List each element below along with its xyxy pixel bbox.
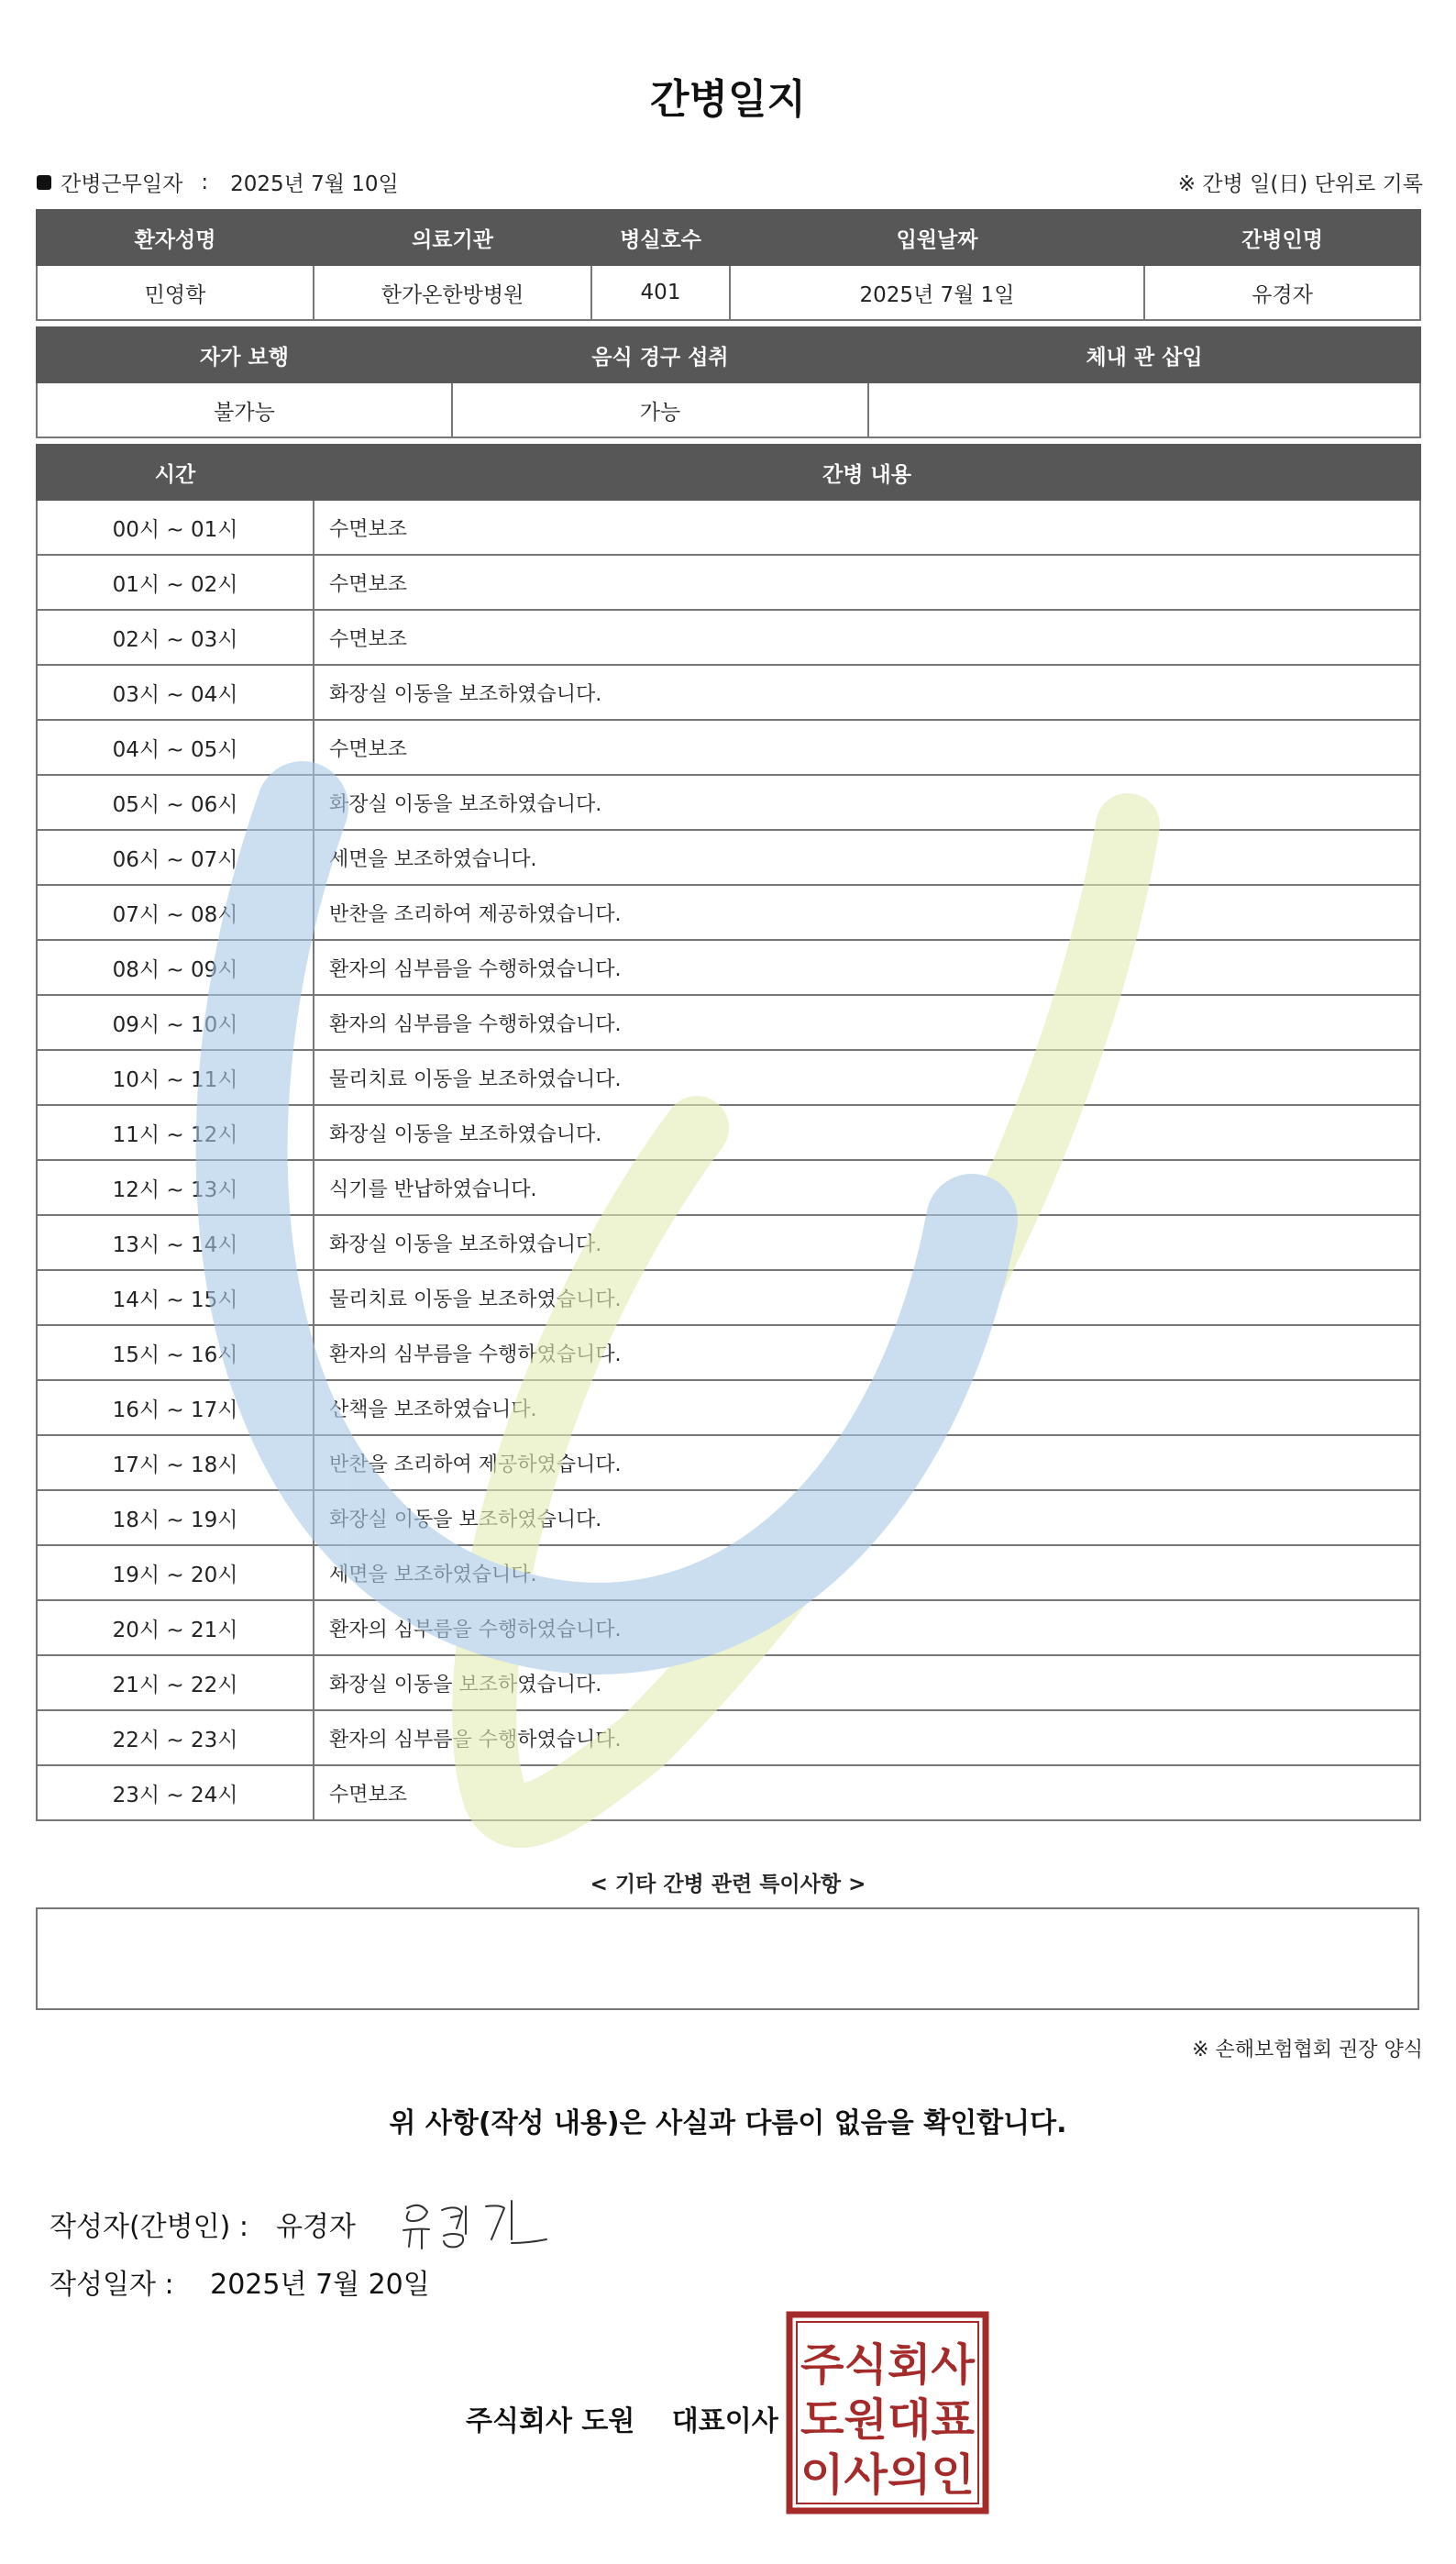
- written-date-line: [50, 2261, 430, 2302]
- care-log-time: 07시 ~ 08시: [37, 885, 314, 940]
- patient-status-table: [36, 326, 1421, 438]
- work-date-value: 2025년 7월 10일: [230, 172, 399, 196]
- care-log-row: [37, 940, 1420, 995]
- care-log-content: 산책을 보조하였습니다.: [314, 1380, 1420, 1435]
- care-log-content: 반찬을 조리하여 제공하였습니다.: [314, 885, 1420, 940]
- handwritten-signature: [398, 2192, 554, 2256]
- care-log-time: 23시 ~ 24시: [37, 1765, 314, 1820]
- care-log-time: 22시 ~ 23시: [37, 1710, 314, 1765]
- care-log-row: [37, 555, 1420, 610]
- care-log-content: 수면보조: [314, 555, 1420, 610]
- patient-info-header-row: [37, 210, 1420, 265]
- company-name: 주식회사 도원: [466, 2405, 635, 2437]
- caregiver-name-value: 유경자: [1144, 265, 1420, 320]
- care-log-time: 15시 ~ 16시: [37, 1325, 314, 1380]
- care-log-row: [37, 1380, 1420, 1435]
- self-walking-value: 불가능: [37, 382, 452, 437]
- care-log-row: [37, 720, 1420, 775]
- patient-info-value-row: [37, 265, 1420, 320]
- tube-insertion-value: [868, 382, 1420, 437]
- care-log-row: [37, 610, 1420, 665]
- status-value-row: [37, 382, 1420, 437]
- care-log-row: [37, 1655, 1420, 1710]
- care-log-row: [37, 1270, 1420, 1325]
- care-log-row: [37, 995, 1420, 1050]
- care-log-content: 화장실 이동을 보조하였습니다.: [314, 665, 1420, 720]
- confirmation-statement: 위 사항(작성 내용)은 사실과 다름이 없음을 확인합니다.: [389, 2107, 1067, 2139]
- form-source-note: ※ 손해보험협회 권장 양식: [1192, 2039, 1423, 2061]
- care-log-time: 06시 ~ 07시: [37, 830, 314, 885]
- patient-info-table: [36, 209, 1421, 321]
- care-log-content: 환자의 심부름을 수행하였습니다.: [314, 995, 1420, 1050]
- care-log-content: 물리치료 이동을 보조하였습니다.: [314, 1050, 1420, 1105]
- care-log-content: 식기를 반납하였습니다.: [314, 1160, 1420, 1215]
- header-self-walking: 자가 보행: [37, 327, 452, 382]
- header-tube-insertion: 체내 관 삽입: [868, 327, 1420, 382]
- header-hospital: 의료기관: [314, 210, 591, 265]
- care-log-time: 00시 ~ 01시: [37, 500, 314, 555]
- care-log-row: [37, 1215, 1420, 1270]
- header-time: 시간: [37, 445, 314, 500]
- care-log-content: 반찬을 조리하여 제공하였습니다.: [314, 1435, 1420, 1490]
- care-log-row: [37, 1490, 1420, 1545]
- company-title: 대표이사: [671, 2405, 778, 2437]
- care-log-row: [37, 1765, 1420, 1820]
- care-log-content: 화장실 이동을 보조하였습니다.: [314, 1490, 1420, 1545]
- care-log-row: [37, 1050, 1420, 1105]
- care-log-table: [36, 444, 1421, 1821]
- care-log-time: 11시 ~ 12시: [37, 1105, 314, 1160]
- care-log-row: [37, 1160, 1420, 1215]
- care-log-time: 21시 ~ 22시: [37, 1655, 314, 1710]
- care-log-content: 환자의 심부름을 수행하였습니다.: [314, 1325, 1420, 1380]
- written-date-value: 2025년 7월 20일: [210, 2269, 430, 2301]
- care-log-row: [37, 1435, 1420, 1490]
- written-date-label: 작성일자 :: [50, 2269, 174, 2301]
- work-date-row: [37, 167, 399, 197]
- care-log-content: 환자의 심부름을 수행하였습니다.: [314, 1710, 1420, 1765]
- care-log-row: [37, 775, 1420, 830]
- care-log-content: 수면보조: [314, 500, 1420, 555]
- header-room-number: 병실호수: [591, 210, 730, 265]
- care-log-row: [37, 1325, 1420, 1380]
- care-log-content: 수면보조: [314, 1765, 1420, 1820]
- author-label: 작성자(간병인) :: [50, 2211, 248, 2243]
- care-log-row: [37, 885, 1420, 940]
- seal-text-line: 도원대표: [800, 2394, 976, 2446]
- care-log-row: [37, 1710, 1420, 1765]
- care-log-time: 13시 ~ 14시: [37, 1215, 314, 1270]
- work-date-separator: :: [201, 170, 209, 194]
- seal-text-line: 주식회사: [800, 2339, 976, 2391]
- care-log-content: 화장실 이동을 보조하였습니다.: [314, 775, 1420, 830]
- care-log-time: 01시 ~ 02시: [37, 555, 314, 610]
- care-log-content: 수면보조: [314, 610, 1420, 665]
- header-oral-intake: 음식 경구 섭취: [452, 327, 868, 382]
- care-log-time: 16시 ~ 17시: [37, 1380, 314, 1435]
- care-log-time: 17시 ~ 18시: [37, 1435, 314, 1490]
- care-log-row: [37, 1105, 1420, 1160]
- author-line: [50, 2192, 554, 2256]
- company-signatory: [466, 2398, 778, 2438]
- care-log-content: 화장실 이동을 보조하였습니다.: [314, 1215, 1420, 1270]
- care-log-header-row: [37, 445, 1420, 500]
- care-log-time: 10시 ~ 11시: [37, 1050, 314, 1105]
- admission-date-value: 2025년 7월 1일: [730, 265, 1144, 320]
- care-log-row: [37, 665, 1420, 720]
- care-log-time: 04시 ~ 05시: [37, 720, 314, 775]
- care-log-time: 02시 ~ 03시: [37, 610, 314, 665]
- care-log-content: 수면보조: [314, 720, 1420, 775]
- document-title: 간병일지: [649, 76, 806, 123]
- status-header-row: [37, 327, 1420, 382]
- care-log-content: 환자의 심부름을 수행하였습니다.: [314, 1600, 1420, 1655]
- care-log-content: 환자의 심부름을 수행하였습니다.: [314, 940, 1420, 995]
- care-log-content: 화장실 이동을 보조하였습니다.: [314, 1105, 1420, 1160]
- care-log-time: 14시 ~ 15시: [37, 1270, 314, 1325]
- care-log-content: 물리치료 이동을 보조하였습니다.: [314, 1270, 1420, 1325]
- room-number-value: 401: [591, 265, 730, 320]
- record-unit-note: ※ 간병 일(日) 단위로 기록: [1177, 172, 1423, 196]
- care-log-time: 05시 ~ 06시: [37, 775, 314, 830]
- care-log-row: [37, 1545, 1420, 1600]
- care-log-content: 화장실 이동을 보조하였습니다.: [314, 1655, 1420, 1710]
- care-log-content: 세면을 보조하였습니다.: [314, 830, 1420, 885]
- care-log-time: 18시 ~ 19시: [37, 1490, 314, 1545]
- care-log-content: 세면을 보조하였습니다.: [314, 1545, 1420, 1600]
- header-care-content: 간병 내용: [314, 445, 1420, 500]
- care-log-time: 08시 ~ 09시: [37, 940, 314, 995]
- care-log-time: 19시 ~ 20시: [37, 1545, 314, 1600]
- header-admission-date: 입원날짜: [730, 210, 1144, 265]
- care-log-time: 09시 ~ 10시: [37, 995, 314, 1050]
- header-caregiver-name: 간병인명: [1144, 210, 1420, 265]
- work-date-label: 간병근무일자: [61, 172, 183, 196]
- author-name: 유경자: [275, 2211, 356, 2243]
- patient-name-value: 민영학: [37, 265, 314, 320]
- company-seal-stamp: [786, 2311, 989, 2514]
- header-patient-name: 환자성명: [37, 210, 314, 265]
- care-log-time: 20시 ~ 21시: [37, 1600, 314, 1655]
- special-notes-box: [36, 1907, 1419, 2010]
- bullet-icon: [37, 175, 51, 190]
- seal-text-line: 이사의인: [800, 2449, 975, 2501]
- special-notes-title: < 기타 간병 관련 특이사항 >: [590, 1873, 866, 1896]
- care-log-row: [37, 1600, 1420, 1655]
- care-log-row: [37, 500, 1420, 555]
- care-log-time: 03시 ~ 04시: [37, 665, 314, 720]
- oral-intake-value: 가능: [452, 382, 868, 437]
- hospital-value: 한가온한방병원: [314, 265, 591, 320]
- care-log-time: 12시 ~ 13시: [37, 1160, 314, 1215]
- care-log-row: [37, 830, 1420, 885]
